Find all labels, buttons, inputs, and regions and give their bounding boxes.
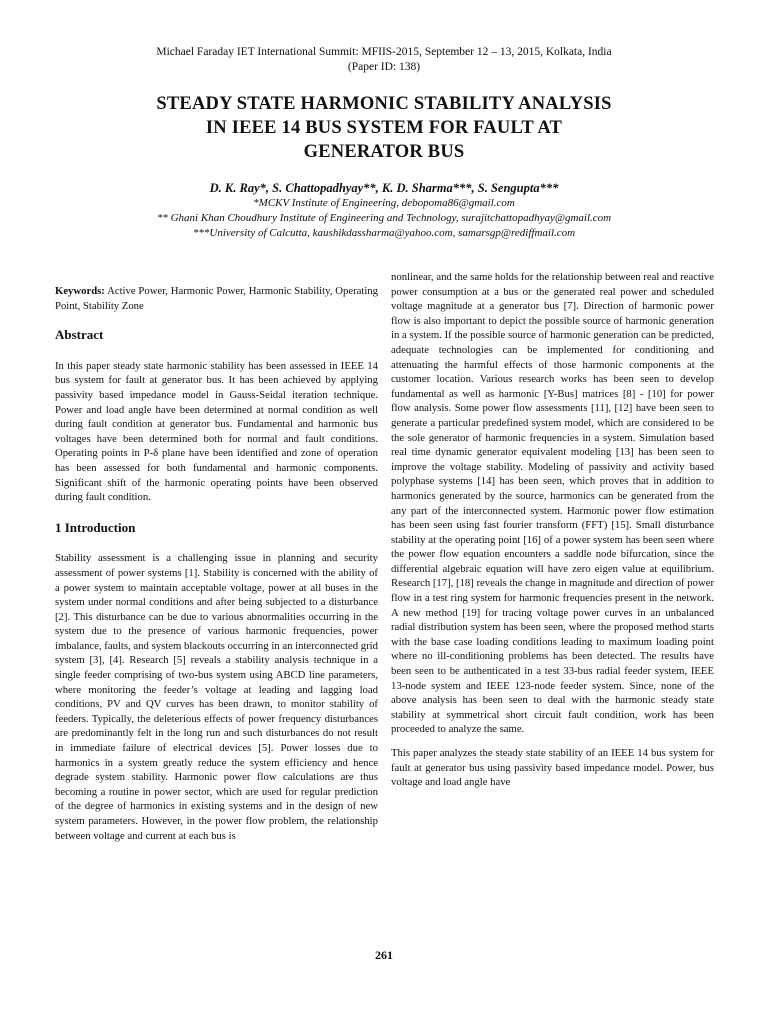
author-list: D. K. Ray*, S. Chattopadhyay**, K. D. Sharma***, S. Sengupta*** <box>209 181 559 195</box>
keywords <box>55 284 378 313</box>
affiliation-3: ***University of Calcutta, kaushikdassharma@yahoo.com, samarsgp@rediffmail.com <box>192 227 576 239</box>
left-column <box>55 284 378 843</box>
right-column <box>391 270 714 790</box>
keywords-label: Keywords: <box>55 285 105 297</box>
paper-id: (Paper ID: 138) <box>347 61 421 73</box>
keywords-text: Active Power, Harmonic Power, Harmonic Stability, Operating Point, Stability Zone <box>55 285 378 312</box>
affiliation-2: ** Ghani Khan Choudhury Institute of Engineering and Technology, surajitchattopadhyay@gmail.com <box>156 212 612 224</box>
affiliation-1: *MCKV Institute of Engineering, debopoma86@gmail.com <box>253 197 515 209</box>
conference-header <box>0 45 768 75</box>
abstract-text: In this paper steady state harmonic stability has been assessed in IEEE 14 bus system for fault at generator bus. It has been achieved by applying passivity based impedance model in Gauss-Seidal iteration technique. Power and load angle have been determined at normal condition as well during fault condition at generator bus. Fundamental and harmonic bus voltages have been determined both for normal and fault conditions. Operating points in P-δ plane have been identified and zone of operation has been assessed for both fundamental and harmonic components. Significant shift of the harmonic operating points have been observed during fault condition. <box>55 359 378 504</box>
page-number: 261 <box>375 948 393 962</box>
title-line-3: GENERATOR BUS <box>303 142 465 162</box>
affiliations <box>0 196 768 241</box>
introduction-heading: 1 Introduction <box>55 519 136 535</box>
title-line-1: STEADY STATE HARMONIC STABILITY ANALYSIS <box>156 94 612 114</box>
introduction-paragraph-1-continued: nonlinear, and the same holds for the relationship between real and reactive power consumption at a bus or the generated real power and scheduled voltage magnitude at a generator bus [7]. Direction of harmonic power flow is also important to depict the possible source of harmonic generation in a system. If the possible source of harmonic generation can be predicted, adequate technologies can be implemented for conditioning and attenuating the harmful effects of those harmonic components at the customer location. Various research works has been seen to develop fundamental as well as harmonic [Y-Bus] matrices [8] - [10] for power flow analysis. Some power flow assessments [11], [12] have been seen to generate a particular predefined system model, which are considered to be the sole generator of harmonic frequencies in a system. Simulation based real time dynamic generator equivalent modeling [13] has been seen to improve the voltage stability. Modeling of passivity and activity based polyphase systems [14] has been seen, which proves that in addition to harmonics generated by the source, harmonics can be generated from the any part of the interconnected system. Harmonic power flow estimation has been seen using fast fourier transform (FFT) [15]. Small disturbance stability at the operating point [16] of a power system has been seen where the power flow equation encounters a saddle node bifurcation, since the differential algebraic equation will have zero eigen value at equilibrium. Research [17], [18] reveals the change in magnitude and direction of power flow in a test ring system for harmonic frequencies present in the network. A new method [19] for tracing voltage power curves in an unbalanced radial distribution system has been seen, where the proposed method starts with the base case loading conditions leading to maximum loading point where no ill-conditioning problems has been detected. The results have been seen to be authenticated in a test 33-bus radial feeder system, IEEE 13-node system and IEEE 123-node feeder system. Since, none of the above analysis has been seen to deal with the harmonic steady state stability at symmetrical short circuit fault condition, work has been proceeded to analyze the same. <box>391 271 714 736</box>
paper-title <box>60 92 708 164</box>
introduction-paragraph-1: Stability assessment is a challenging issue in planning and security assessment of power systems [1]. Stability is concerned with the ability of a power system to maintain acceptable voltage, power at all buses in the system under normal conditions and after being subjected to a disturbance [2]. This disturbance can be due to various abnormalities occurring in the system due to the presence of various harmonic frequencies, power imbalance, faults, and system blackouts occurring in an interconnected grid system [3], [4]. Research [5] reveals a stability analysis technique in a single feeder comprising of two-bus system using ABCD line parameters, where monitoring the feeder’s voltage at leading and lagging load conditions, PV and QV curves has been drawn, to monitor stability of feeders. Typically, the deleterious effects of power frequency disturbances are predominantly felt in the long run and such disturbances do not result in immediate failure of electrical devices [5]. Power losses due to harmonics in a system greatly reduce the system efficiency and hence degrade system stability. Harmonic power flow calculations are thus becoming a routine in power sector, which are used for regular prediction of the degree of harmonics in existing systems and in the design of new system parameters. However, in the power flow problem, the relationship between voltage and current at each bus is <box>55 552 378 842</box>
title-line-2: IN IEEE 14 BUS SYSTEM FOR FAULT AT <box>205 118 563 138</box>
abstract-heading: Abstract <box>55 327 104 343</box>
conference-line: Michael Faraday IET International Summit: MFIIS-2015, September 12 – 13, 2015, Kolkata, India <box>156 46 612 58</box>
introduction-paragraph-2: This paper analyzes the steady state stability of an IEEE 14 bus system for fault at generator bus using passivity based impedance model. Power, bus voltage and load angle have <box>391 747 714 789</box>
